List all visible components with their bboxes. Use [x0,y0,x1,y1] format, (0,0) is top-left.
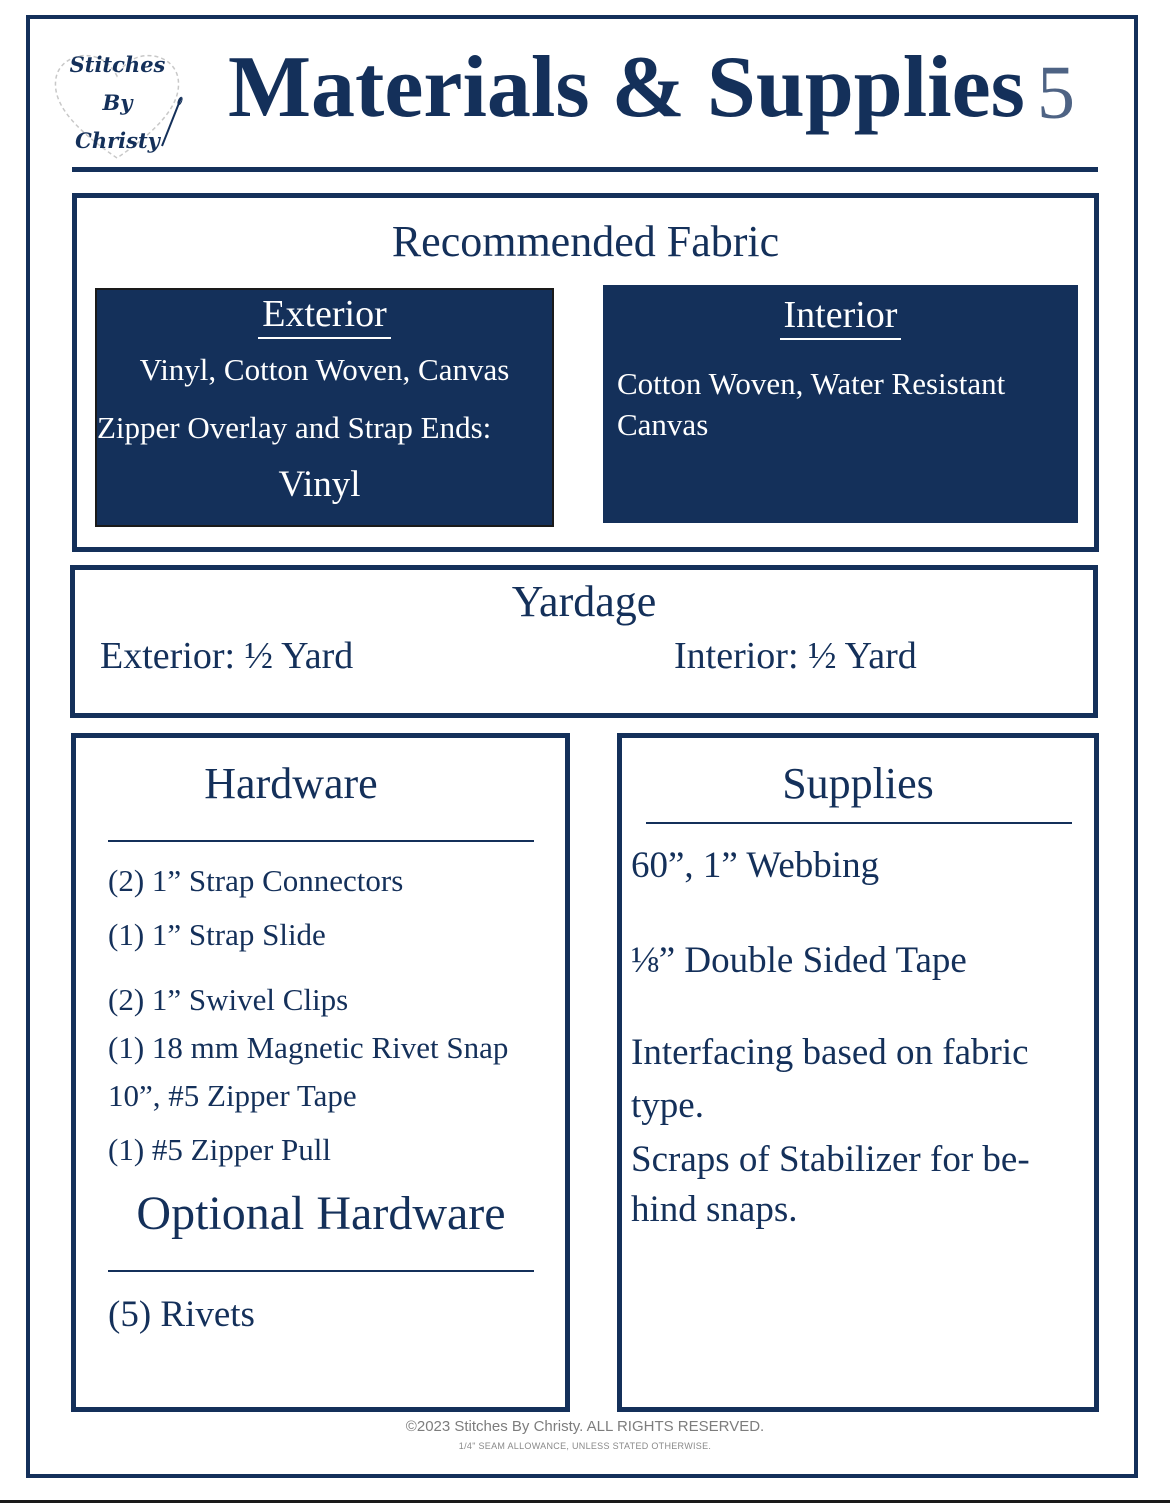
supplies-item: type. [631,1085,704,1126]
yardage-section [70,565,1098,718]
logo-text-line-3: Christy [75,128,160,153]
exterior-heading-text: Exterior [258,293,391,339]
logo [50,46,185,164]
interior-fabric-panel [603,285,1078,523]
interior-heading-text: Interior [780,294,902,340]
hardware-title: Hardware [204,759,378,808]
supplies-item: ⅛” Double Sided Tape [631,940,967,981]
recommended-fabric-title: Recommended Fabric [391,217,780,266]
hardware-item: (1) 1” Strap Slide [108,917,326,952]
optional-hardware-rule [108,1270,534,1272]
title-rule [72,167,1098,172]
interior-yardage: Interior: ½ Yard [674,635,917,677]
supplies-section [617,733,1099,1412]
exterior-fabric-panel [95,288,554,527]
supplies-item: 60”, 1” Webbing [631,845,880,886]
page-title: Materials & Supplies [228,39,1025,136]
optional-hardware-title: Optional Hardware [136,1187,506,1240]
hardware-item: (1) #5 Zipper Pull [108,1132,331,1167]
hardware-title-rule [108,840,534,842]
logo-text-line-2: By [102,90,133,115]
interior-heading [603,293,1078,337]
optional-hardware-item: (5) Rivets [108,1294,255,1335]
page-bottom-rule [0,1500,1170,1503]
supplies-title-rule [646,822,1072,824]
supplies-item: Scraps of Stabilizer for be- [631,1139,1030,1180]
logo-text-line-1: Stitches [69,52,166,77]
zipper-overlay-label: Zipper Overlay and Strap Ends: [97,410,492,445]
yardage-title: Yardage [511,577,657,626]
hardware-item: 10”, #5 Zipper Tape [108,1078,357,1113]
supplies-item: Interfacing based on fabric [631,1032,1029,1073]
seam-allowance-note: 1/4" SEAM ALLOWANCE, UNLESS STATED OTHERWISE. [458,1441,712,1451]
supplies-title: Supplies [782,759,934,808]
recommended-fabric-section [72,193,1099,552]
interior-fabric-types-line-2: Canvas [617,407,709,442]
hardware-item: (2) 1” Swivel Clips [108,982,349,1017]
exterior-yardage: Exterior: ½ Yard [100,635,354,677]
exterior-fabric-types: Vinyl, Cotton Woven, Canvas [139,352,510,387]
hardware-item: (1) 18 mm Magnetic Rivet Snap [108,1030,509,1065]
supplies-item: hind snaps. [631,1189,798,1230]
interior-fabric-types-line-1: Cotton Woven, Water Resistant [617,366,1006,401]
exterior-heading [97,292,552,336]
page-number: 5 [1037,51,1075,135]
hardware-section [71,733,570,1412]
zipper-overlay-value: Vinyl [278,464,361,505]
copyright-notice: ©2023 Stitches By Christy. ALL RIGHTS RESERVED. [405,1418,765,1435]
hardware-item: (2) 1” Strap Connectors [108,863,404,898]
